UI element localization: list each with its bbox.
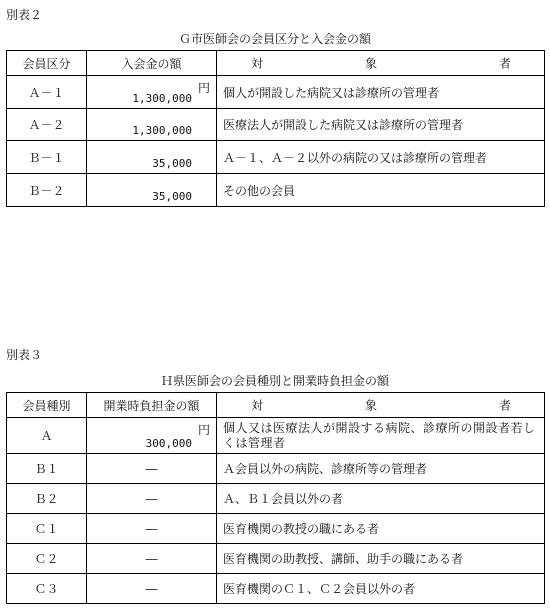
amount-cell: [87, 76, 217, 109]
amount-value: 1,300,000: [132, 92, 192, 105]
target-cell: その他の会員: [217, 174, 545, 207]
table3: [6, 392, 545, 604]
table3-label: 別表３: [6, 348, 43, 362]
amount-value: 300,000: [145, 437, 192, 450]
category-cell: Ｂ１: [7, 454, 87, 484]
table2-header-target-c: 者: [499, 56, 512, 71]
table-row: [7, 174, 545, 207]
amount-value: 35,000: [152, 157, 192, 170]
category-cell: Ａ: [7, 418, 87, 454]
category-cell: Ａ－１: [7, 76, 87, 109]
table2-header-target: [217, 51, 545, 76]
amount-value: 1,300,000: [132, 124, 192, 137]
target-cell: Ａ、Ｂ１会員以外の者: [217, 484, 545, 514]
table2: [6, 50, 545, 207]
table2-header-target-b: 象: [365, 56, 378, 71]
target-cell: 医療法人が開設した病院又は診療所の管理者: [217, 109, 545, 141]
target-cell: 医育機関のＣ１、Ｃ２会員以外の者: [217, 574, 545, 604]
amount-cell: [87, 141, 217, 174]
amount-cell: ―: [87, 574, 217, 604]
amount-cell: [87, 109, 217, 141]
table-row: [7, 109, 545, 141]
table-row: [7, 544, 545, 574]
table3-header-target-b: 象: [365, 398, 378, 413]
amount-value: 35,000: [152, 190, 192, 203]
table-row: [7, 574, 545, 604]
table2-caption: Ｇ市医師会の会員区分と入会金の額: [178, 32, 371, 46]
amount-cell: ―: [87, 484, 217, 514]
category-cell: Ｃ２: [7, 544, 87, 574]
table-row: [7, 418, 545, 454]
table-row: [7, 141, 545, 174]
table3-header-target: [217, 393, 545, 418]
table2-header-amount: 入会金の額: [87, 51, 217, 76]
table-row: [7, 484, 545, 514]
category-cell: Ｂ２: [7, 484, 87, 514]
amount-cell: [87, 174, 217, 207]
table-row: [7, 514, 545, 544]
amount-cell: [87, 418, 217, 454]
table3-caption: Ｈ県医師会の会員種別と開業時負担金の額: [160, 374, 389, 388]
currency-unit: 円: [197, 81, 210, 95]
target-cell: Ａ会員以外の病院、診療所等の管理者: [217, 454, 545, 484]
target-cell: Ａ－１、Ａ－２以外の病院の又は診療所の管理者: [217, 141, 545, 174]
amount-cell: ―: [87, 514, 217, 544]
table3-header-target-c: 者: [499, 398, 512, 413]
amount-cell: ―: [87, 544, 217, 574]
target-cell: 医育機関の助教授、講師、助手の職にある者: [217, 544, 545, 574]
category-cell: Ｃ１: [7, 514, 87, 544]
table2-header-row: [7, 51, 545, 76]
table3-header-target-a: 対: [251, 398, 264, 413]
category-cell: Ｂ－２: [7, 174, 87, 207]
currency-unit: 円: [197, 423, 210, 437]
table2-header-category: 会員区分: [7, 51, 87, 76]
table3-header-amount: 開業時負担金の額: [87, 393, 217, 418]
table3-header-row: [7, 393, 545, 418]
table2-label: 別表２: [6, 8, 43, 22]
target-cell: 個人又は医療法人が開設する病院、診療所の開設者若しくは管理者: [217, 418, 545, 454]
target-cell: 医育機関の教授の職にある者: [217, 514, 545, 544]
table3-header-category: 会員種別: [7, 393, 87, 418]
table-row: [7, 76, 545, 109]
table2-header-target-a: 対: [251, 56, 264, 71]
category-cell: Ａ－２: [7, 109, 87, 141]
amount-cell: ―: [87, 454, 217, 484]
target-cell: 個人が開設した病院又は診療所の管理者: [217, 76, 545, 109]
table-row: [7, 454, 545, 484]
category-cell: Ｃ３: [7, 574, 87, 604]
category-cell: Ｂ－１: [7, 141, 87, 174]
